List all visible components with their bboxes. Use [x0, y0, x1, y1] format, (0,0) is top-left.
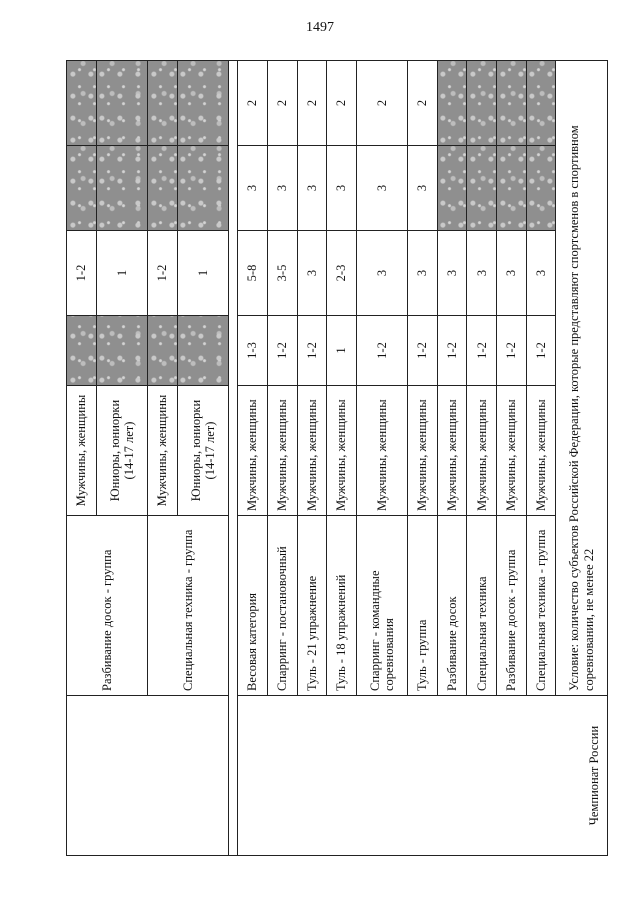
value-cell: 3: [467, 231, 497, 316]
discipline-cell: Специальная техника - группа: [148, 516, 229, 696]
value-cell: 2: [327, 61, 357, 146]
spacer-row: [229, 61, 238, 856]
value-cell: 2: [297, 61, 327, 146]
empty-cell: [67, 696, 229, 856]
shaded-cell: [148, 146, 178, 231]
discipline-cell: Туль - 21 упражнение: [297, 516, 327, 696]
value-cell: 3: [526, 231, 556, 316]
value-cell: 2: [408, 61, 438, 146]
value-cell: 2: [356, 61, 408, 146]
group-cell: Мужчины, женщины: [356, 386, 408, 516]
value-cell: 1-2: [267, 316, 297, 386]
value-cell: 5-8: [238, 231, 268, 316]
value-cell: 3-5: [267, 231, 297, 316]
value-cell: 1-2: [526, 316, 556, 386]
shaded-cell: [148, 61, 178, 146]
discipline-cell: Разбивание досок: [437, 516, 467, 696]
group-cell: Мужчины, женщины: [327, 386, 357, 516]
value-cell: 1: [177, 231, 229, 316]
value-cell: 3: [297, 146, 327, 231]
discipline-cell: Специальная техника: [467, 516, 497, 696]
discipline-cell: Спарринг - командные соревнования: [356, 516, 408, 696]
value-cell: 1: [327, 316, 357, 386]
shaded-cell: [96, 316, 148, 386]
discipline-cell: Весовая категория: [238, 516, 268, 696]
group-cell: Мужчины, женщины: [67, 386, 97, 516]
shaded-cell: [96, 146, 148, 231]
shaded-cell: [467, 146, 497, 231]
value-cell: 3: [356, 146, 408, 231]
value-cell: 1-2: [67, 231, 97, 316]
value-cell: 3: [297, 231, 327, 316]
shaded-cell: [177, 61, 229, 146]
group-cell: Юниоры, юниорки (14-17 лет): [177, 386, 229, 516]
group-cell: Мужчины, женщины: [437, 386, 467, 516]
value-cell: 3: [356, 231, 408, 316]
discipline-cell: Специальная техника - группа: [526, 516, 556, 696]
value-cell: 1-2: [467, 316, 497, 386]
condition-note: Условие: количество субъектов Российской Федерации, которые представляют спортсменов в спортивном соревновании, не менее 22: [556, 61, 608, 696]
value-cell: 3: [497, 231, 527, 316]
group-cell: Мужчины, женщины: [267, 386, 297, 516]
value-cell: 3: [408, 146, 438, 231]
value-cell: 3: [327, 146, 357, 231]
discipline-cell: Спарринг - постановочный: [267, 516, 297, 696]
value-cell: 2: [267, 61, 297, 146]
shaded-cell: [177, 146, 229, 231]
value-cell: 3: [408, 231, 438, 316]
group-cell: Мужчины, женщины: [408, 386, 438, 516]
group-cell: Мужчины, женщины: [467, 386, 497, 516]
shaded-cell: [497, 146, 527, 231]
discipline-cell: Туль - группа: [408, 516, 438, 696]
discipline-cell: Туль - 18 упражнений: [327, 516, 357, 696]
shaded-cell: [96, 61, 148, 146]
value-cell: 1-3: [238, 316, 268, 386]
value-cell: 1-2: [437, 316, 467, 386]
shaded-cell: [437, 146, 467, 231]
spacer-cell: [229, 61, 238, 856]
rotated-table-container: [66, 61, 608, 856]
value-cell: 1-2: [497, 316, 527, 386]
shaded-cell: [526, 61, 556, 146]
table-row: [238, 61, 268, 856]
value-cell: 1-2: [356, 316, 408, 386]
value-cell: 3: [267, 146, 297, 231]
shaded-cell: [67, 316, 97, 386]
group-cell: Мужчины, женщины: [238, 386, 268, 516]
shaded-cell: [526, 146, 556, 231]
discipline-cell: Разбивание досок - группа: [497, 516, 527, 696]
group-cell: Мужчины, женщины: [297, 386, 327, 516]
value-cell: 2-3: [327, 231, 357, 316]
championship-cell: Чемпионат России: [238, 696, 608, 856]
shaded-cell: [437, 61, 467, 146]
shaded-cell: [177, 316, 229, 386]
value-cell: 1: [96, 231, 148, 316]
value-cell: 3: [238, 146, 268, 231]
discipline-cell: Разбивание досок - группа: [67, 516, 148, 696]
shaded-cell: [148, 316, 178, 386]
sports-table: [66, 60, 608, 856]
value-cell: 3: [437, 231, 467, 316]
page-number: 1497: [306, 20, 334, 35]
shaded-cell: [67, 61, 97, 146]
shaded-cell: [497, 61, 527, 146]
shaded-cell: [467, 61, 497, 146]
group-cell: Юниоры, юниорки (14-17 лет): [96, 386, 148, 516]
table-row: [67, 61, 97, 856]
value-cell: 1-2: [297, 316, 327, 386]
value-cell: 2: [238, 61, 268, 146]
value-cell: 1-2: [408, 316, 438, 386]
value-cell: 1-2: [148, 231, 178, 316]
group-cell: Мужчины, женщины: [497, 386, 527, 516]
group-cell: Мужчины, женщины: [526, 386, 556, 516]
shaded-cell: [67, 146, 97, 231]
group-cell: Мужчины, женщины: [148, 386, 178, 516]
